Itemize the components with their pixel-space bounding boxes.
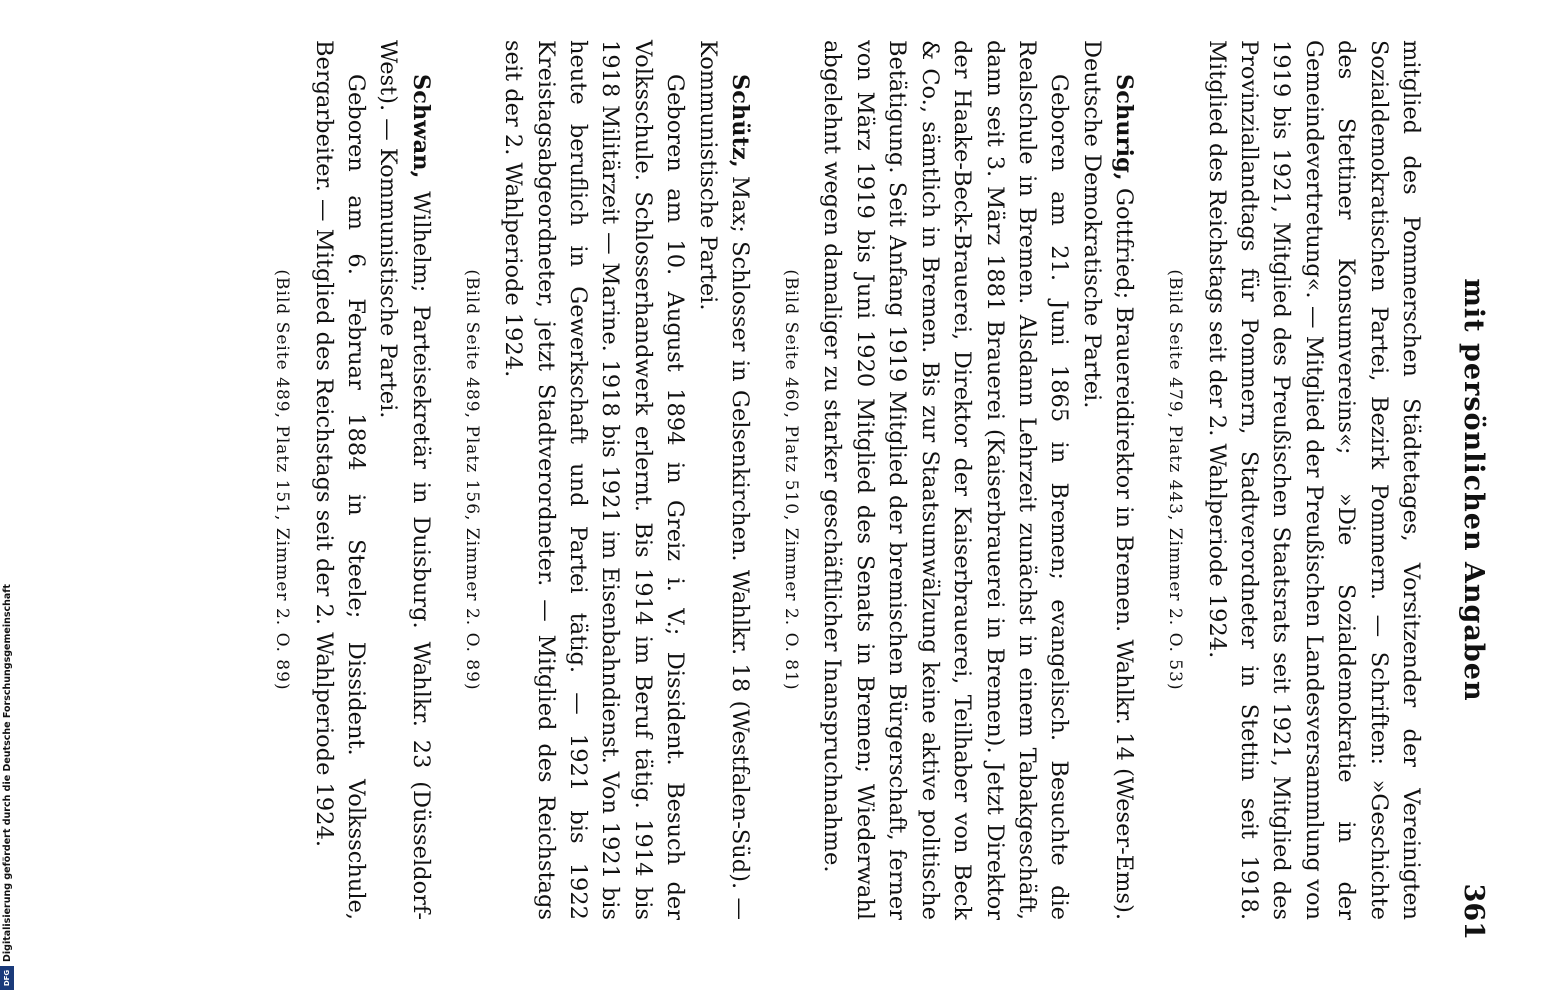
entry-caption: (Bild Seite 489, Platz 151, Zimmer 2. O. 89) — [272, 269, 293, 691]
page-header — [1449, 40, 1489, 940]
entry-paragraph: Geboren am 21. Juni 1865 in Bremen; evangelisch. Besuchte die Realschule in Bremen. Alsdann Lehrzeit zunächst in einem Tabakgeschäft, dann seit 3. März 1881 Brauerei (Kaiserbrauerei in Bremen). Jetzt Direktor der Haake-Beck-Brauerei, Direktor der Kaiserbrauerei, Teilhaber von Beck & Co., sämtlich in Bremen. Bis zur Staatsumwälzung keine aktive politische Betätigung. Seit Anfang 1919 Mitglied der bremischen Bürgerschaft, ferner von März 1919 bis Juni 1920 Mitglied des Senats in Bremen; Wiederwahl abgelehnt wegen damaliger zu starker geschäftlicher Inanspruchnahme. — [819, 40, 1073, 920]
entry-intro: Max; Schlosser in Gelsenkirchen. Wahlkr. 18 (Westfalen-Süd). — Kommunistische Partei. — [694, 40, 754, 920]
dfg-logo — [0, 966, 14, 990]
entry-paragraph: mitglied des Pommerschen Städtetages, Vorsitzender der Vereinigten Sozialdemokratischen Partei, Bezirk Pommern. — Schriften: »Geschichte des Stettiner Konsumvereins«; »Die Sozialdemokratie in der Gemeindevertretung«. — Mitglied der Preußischen Landesversammlung von 1919 bis 1921, Mitglied des Preußischen Staatsrats seit 1921, Mitglied des Provinziallandtags für Pommern, Stadtverordneter in Stettin seit 1918. Mitglied des Reichstags seit der 2. Wahlperiode 1924. — [1203, 40, 1424, 920]
entry-heading — [372, 40, 437, 920]
entry-name: Schurig, — [1111, 74, 1138, 181]
entry-continuation — [1162, 40, 1427, 920]
entry-caption: (Bild Seite 479, Platz 443, Zimmer 2. O. 53) — [1165, 269, 1186, 691]
entry-paragraph: Geboren am 10. August 1894 in Greiz i. V.; Dissident. Besuch der Volksschule. Schlosserhandwerk erlernt. Bis 1914 im Beruf tätig. 1914 bis 1918 Militärzeit — Marine. 1918 bis 1921 im Eisenbahndienst. Von 1921 bis heute beruflich in Gewerkschaft und Partei tätig. — 1921 bis 1922 Kreistagsabgeordneter, jetzt Stadtverordneter. — Mitglied des Reichstags seit der 2. Wahlperiode 1924. — [500, 40, 689, 920]
entry-schurig — [778, 40, 1140, 920]
entry-name: Schwan, — [407, 74, 434, 179]
page-content — [247, 40, 1427, 920]
entry-caption: (Bild Seite 489, Platz 156, Zimmer 2. O. 89) — [461, 269, 482, 691]
credit-text: Digitalisierung gefördert durch die Deutsche Forschungsgemeinschaft — [2, 584, 13, 962]
page-number: 361 — [1458, 883, 1489, 940]
entry-name: Schütz, — [727, 74, 754, 168]
entry-caption: (Bild Seite 460, Platz 510, Zimmer 2. O. 81) — [781, 269, 802, 691]
entry-schuetz — [459, 40, 756, 920]
entry-paragraph: Geboren am 6. Februar 1884 in Steele; Dissident. Volksschule, Bergarbeiter. — Mitglied des Reichstags seit der 2. Wahlperiode 1924. — [310, 40, 370, 920]
entry-intro: Wilhelm; Parteisekretär in Duisburg. Wahlkr. 23 (Düsseldorf-West). — Kommunistische Partei. — [375, 40, 434, 920]
credit-strip — [0, 0, 14, 1000]
entry-heading — [691, 40, 756, 920]
page-title: mit persönlichen Angaben — [1458, 278, 1489, 702]
entry-heading — [1075, 40, 1140, 920]
dfg-logo-text: DFG — [3, 969, 11, 987]
entry-schwan — [269, 40, 437, 920]
entry-intro: Gottfried; Brauereidirektor in Bremen. Wahlkr. 14 (Weser-Ems). Deutsche Demokratische Partei. — [1078, 40, 1138, 920]
